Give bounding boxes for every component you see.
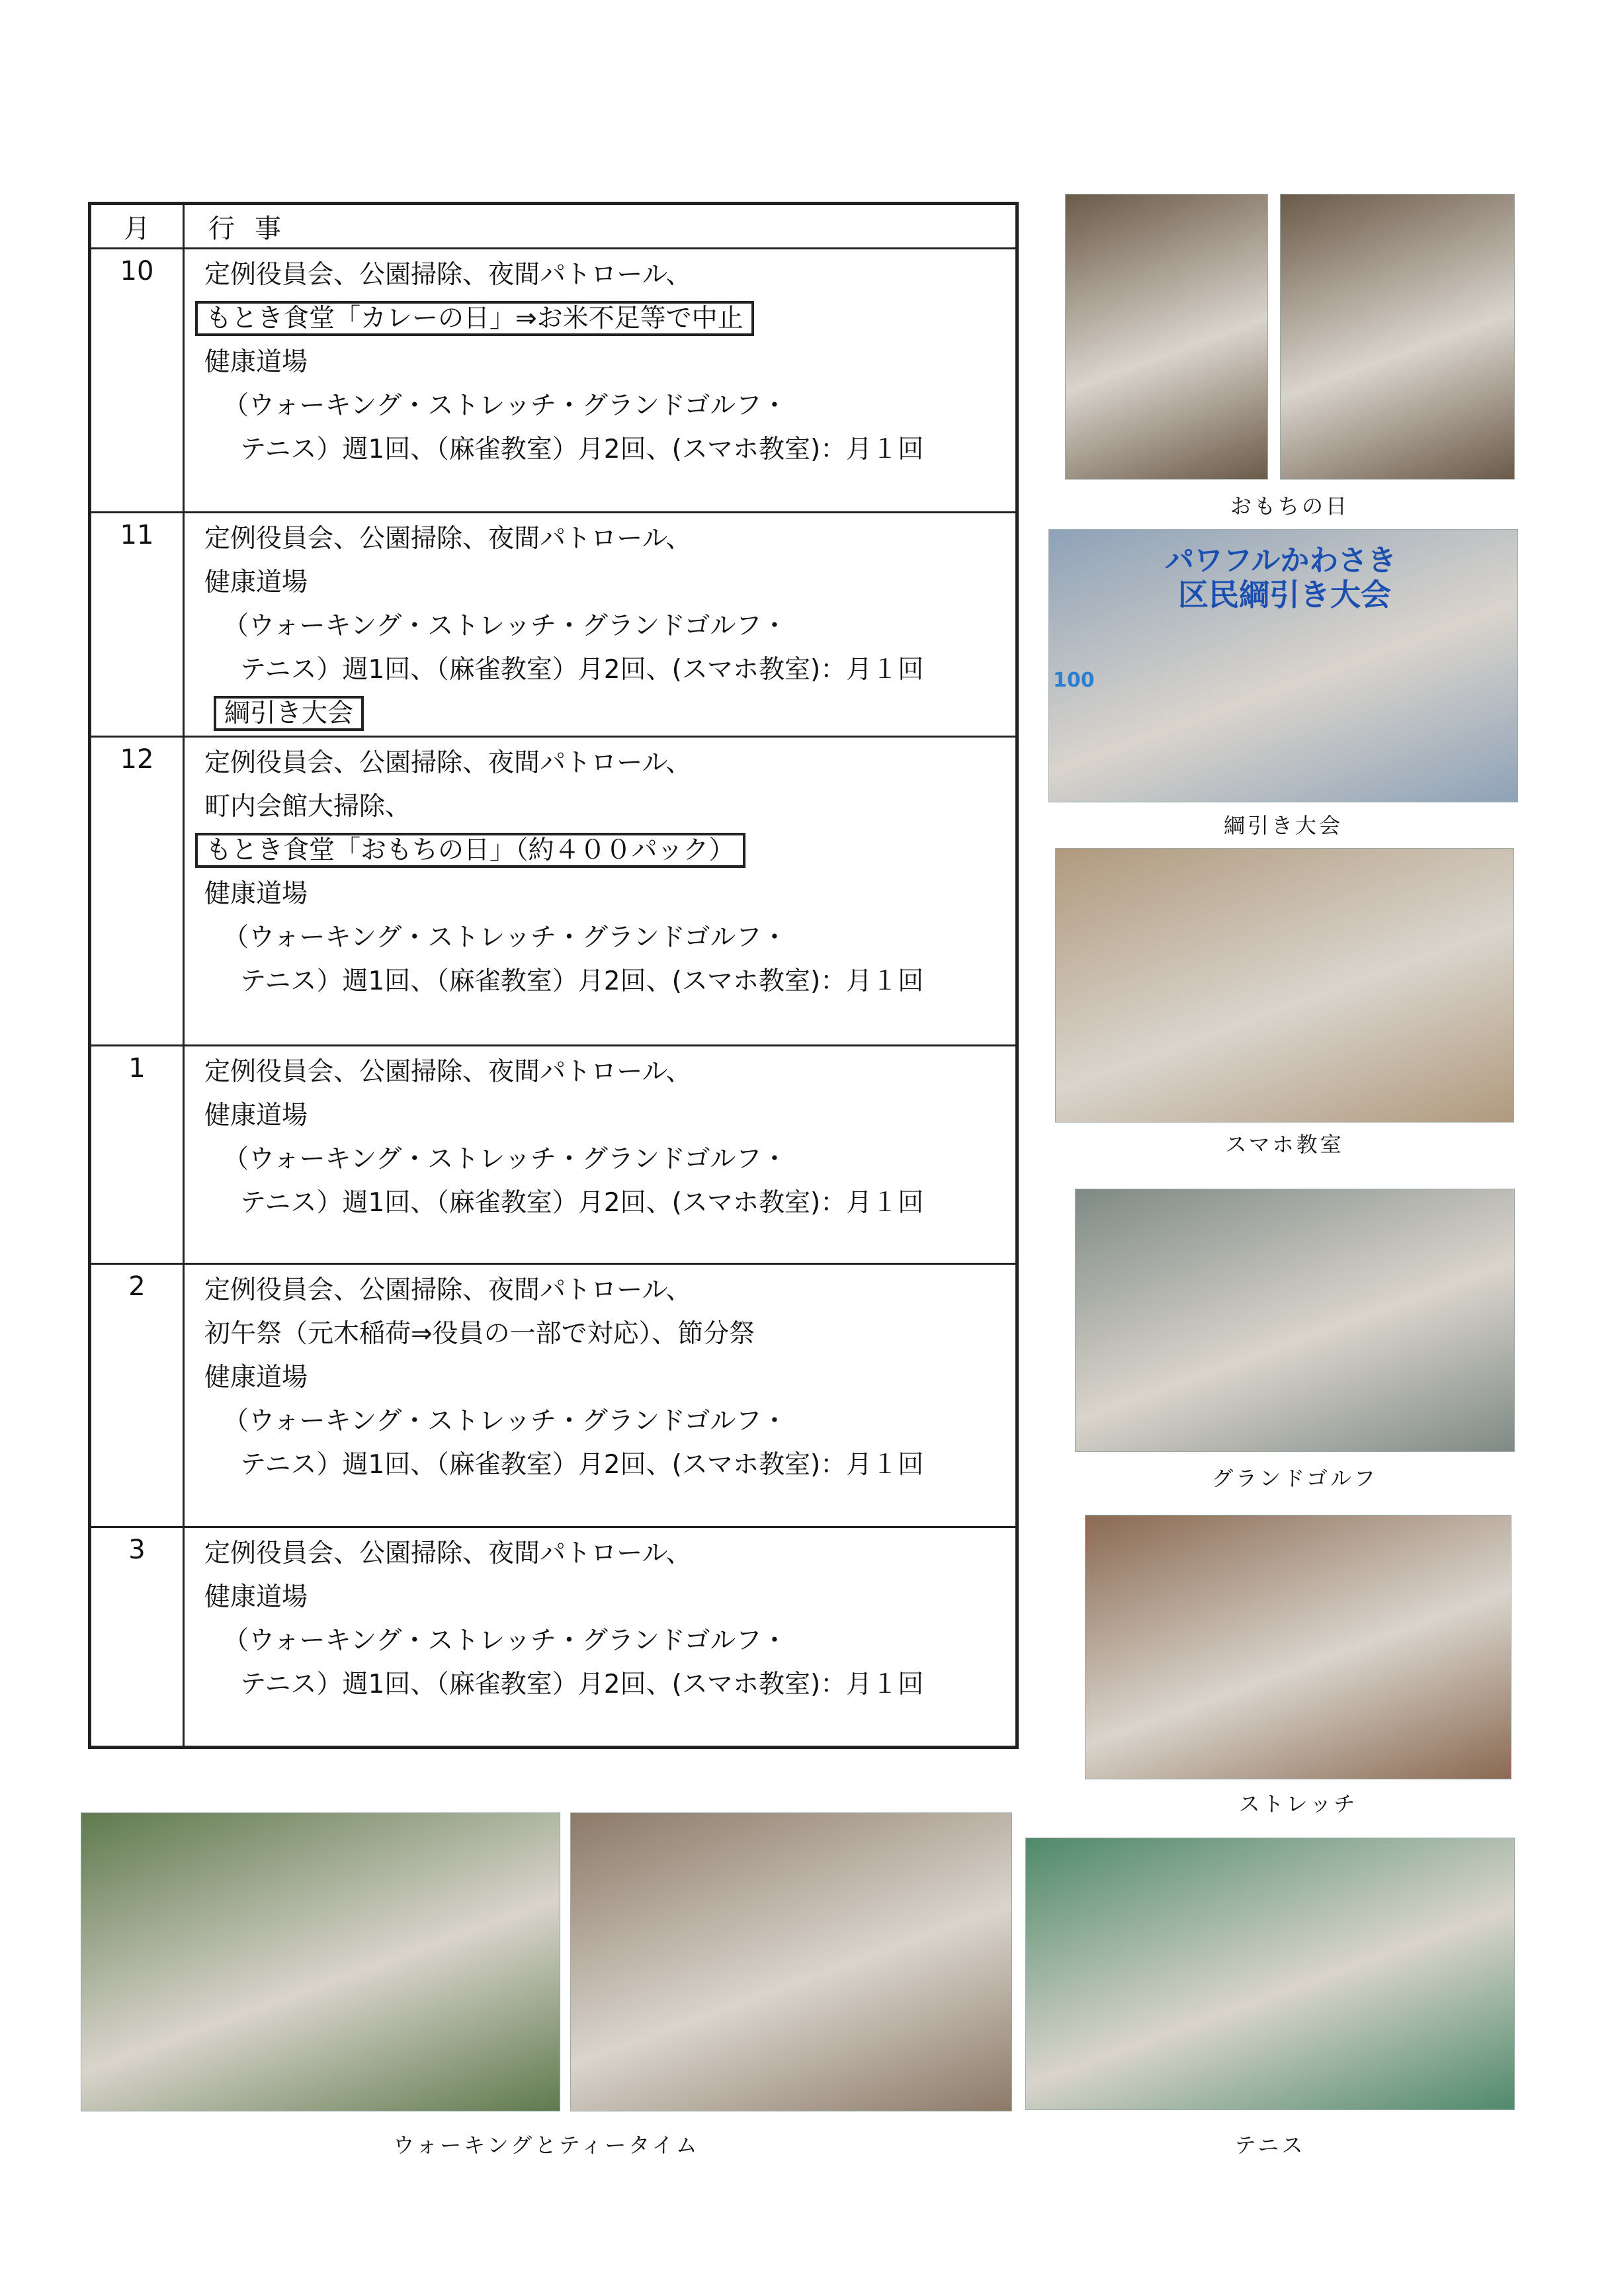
photo-fill xyxy=(1026,1838,1514,2109)
photo-teatime xyxy=(570,1812,1012,2111)
table-row xyxy=(90,1527,1017,1748)
event-cell xyxy=(184,1046,1017,1264)
caption-tennis: テニス xyxy=(1234,2133,1306,2158)
event-line xyxy=(185,1532,1015,1576)
caption-stretch: ストレッチ xyxy=(1238,1791,1358,1816)
event-cell xyxy=(184,249,1017,513)
event-cell xyxy=(184,513,1017,737)
event-line xyxy=(185,829,1015,872)
event-line xyxy=(185,1619,1015,1663)
event-line xyxy=(185,1663,1015,1707)
caption-smartphone: スマホ教室 xyxy=(1225,1132,1344,1157)
event-line xyxy=(185,1312,1015,1356)
event-line xyxy=(185,561,1015,605)
photo-tsunahiki xyxy=(1048,529,1518,802)
event-line xyxy=(185,785,1015,829)
photo-tennis xyxy=(1025,1838,1515,2110)
event-cell xyxy=(184,737,1017,1046)
event-line xyxy=(185,384,1015,428)
event-cell xyxy=(184,1527,1017,1748)
table-row xyxy=(90,513,1017,737)
event-text: 定例役員会、公園掃除、夜間パトロール、 xyxy=(204,524,692,554)
month-cell: 1 xyxy=(90,1046,184,1264)
event-line xyxy=(185,428,1015,472)
event-line xyxy=(185,692,1015,736)
event-line xyxy=(185,1050,1015,1094)
photo-smartphone xyxy=(1055,848,1514,1123)
event-line xyxy=(185,960,1015,1003)
event-text: 健康道場 xyxy=(204,568,308,597)
event-text: テニス）週1回、（麻雀教室）月2回、(スマホ教室)：月１回 xyxy=(240,1450,924,1480)
caption-groundgolf: グランドゴルフ xyxy=(1212,1466,1378,1491)
event-line xyxy=(185,605,1015,648)
event-text: （ウォーキング・ストレッチ・グランドゴルフ・ xyxy=(223,1626,788,1656)
event-text: テニス）週1回、（麻雀教室）月2回、(スマホ教室)：月１回 xyxy=(240,655,924,685)
month-cell: 2 xyxy=(90,1264,184,1527)
event-line xyxy=(185,297,1015,341)
banner-badge: 100 xyxy=(1053,669,1095,692)
caption-mochi: おもちの日 xyxy=(1230,493,1349,519)
event-text: テニス）週1回、（麻雀教室）月2回、(スマホ教室)：月１回 xyxy=(240,435,924,464)
event-text: 定例役員会、公園掃除、夜間パトロール、 xyxy=(204,1057,692,1087)
photo-stretch xyxy=(1085,1515,1511,1779)
header-month: 月 xyxy=(90,204,184,249)
event-text: テニス）週1回、（麻雀教室）月2回、(スマホ教室)：月１回 xyxy=(240,966,924,996)
month-cell: 12 xyxy=(90,737,184,1046)
photo-walking xyxy=(81,1812,560,2111)
boxed-event-text: 綱引き大会 xyxy=(214,696,364,731)
event-text: 定例役員会、公園掃除、夜間パトロール、 xyxy=(204,748,692,778)
event-line xyxy=(185,742,1015,785)
event-text: 健康道場 xyxy=(204,1363,308,1392)
table-row xyxy=(90,249,1017,513)
photo-fill xyxy=(1056,849,1513,1122)
event-line xyxy=(185,1400,1015,1443)
event-line xyxy=(185,1269,1015,1312)
event-line xyxy=(185,872,1015,916)
caption-walking: ウォーキングとティータイム xyxy=(393,2133,700,2158)
photo-fill xyxy=(571,1813,1011,2111)
event-cell xyxy=(184,1264,1017,1527)
event-text: （ウォーキング・ストレッチ・グランドゴルフ・ xyxy=(223,1406,788,1436)
event-text: 健康道場 xyxy=(204,879,308,909)
event-text: （ウォーキング・ストレッチ・グランドゴルフ・ xyxy=(223,611,788,641)
event-text: 定例役員会、公園掃除、夜間パトロール、 xyxy=(204,1275,692,1305)
table-row xyxy=(90,737,1017,1046)
photo-mochi-1 xyxy=(1065,194,1268,480)
event-line xyxy=(185,916,1015,960)
event-line xyxy=(185,1138,1015,1181)
boxed-event-text: もとき食堂「カレーの日」⇒お米不足等で中止 xyxy=(195,301,754,336)
event-text: （ウォーキング・ストレッチ・グランドゴルフ・ xyxy=(223,923,788,953)
event-text: 定例役員会、公園掃除、夜間パトロール、 xyxy=(204,1539,692,1568)
event-text: （ウォーキング・ストレッチ・グランドゴルフ・ xyxy=(223,391,788,421)
event-text: 健康道場 xyxy=(204,1101,308,1130)
event-line xyxy=(185,1356,1015,1400)
event-text: テニス）週1回、（麻雀教室）月2回、(スマホ教室)：月１回 xyxy=(240,1188,924,1218)
event-text: 町内会館大掃除、 xyxy=(204,792,411,822)
event-text: テニス）週1回、（麻雀教室）月2回、(スマホ教室)：月１回 xyxy=(240,1670,924,1699)
photo-fill xyxy=(1076,1189,1514,1451)
header-event: 行事 xyxy=(184,204,1017,249)
event-line xyxy=(185,1181,1015,1225)
event-text: 健康道場 xyxy=(204,1582,308,1612)
banner-title-1: パワフルかわさき xyxy=(1165,544,1397,577)
month-cell: 10 xyxy=(90,249,184,513)
table-row xyxy=(90,1264,1017,1527)
event-line xyxy=(185,341,1015,384)
event-text: 定例役員会、公園掃除、夜間パトロール、 xyxy=(204,260,692,290)
event-text: （ウォーキング・ストレッチ・グランドゴルフ・ xyxy=(223,1144,788,1174)
event-line xyxy=(185,648,1015,692)
table-header-row xyxy=(90,204,1017,249)
event-line xyxy=(185,1576,1015,1619)
table-row xyxy=(90,1046,1017,1264)
event-line xyxy=(185,517,1015,561)
schedule-table xyxy=(88,202,1019,1749)
event-line xyxy=(185,253,1015,297)
boxed-event-text: もとき食堂「おもちの日」（約４００パック） xyxy=(195,833,745,868)
event-line xyxy=(185,1094,1015,1138)
photo-fill xyxy=(1085,1515,1511,1779)
event-text: 健康道場 xyxy=(204,347,308,377)
caption-tsunahiki: 綱引き大会 xyxy=(1223,813,1343,838)
event-line xyxy=(185,1443,1015,1487)
photo-fill xyxy=(1066,194,1267,479)
event-text: 初午祭（元木稲荷⇒役員の一部で対応）、節分祭 xyxy=(204,1319,755,1349)
banner-title-2: 区民綱引き大会 xyxy=(1178,577,1391,613)
month-cell: 3 xyxy=(90,1527,184,1748)
photo-fill xyxy=(1281,194,1514,479)
photo-fill xyxy=(81,1813,560,2111)
photo-mochi-2 xyxy=(1280,194,1515,480)
month-cell: 11 xyxy=(90,513,184,737)
photo-groundgolf xyxy=(1075,1189,1515,1452)
